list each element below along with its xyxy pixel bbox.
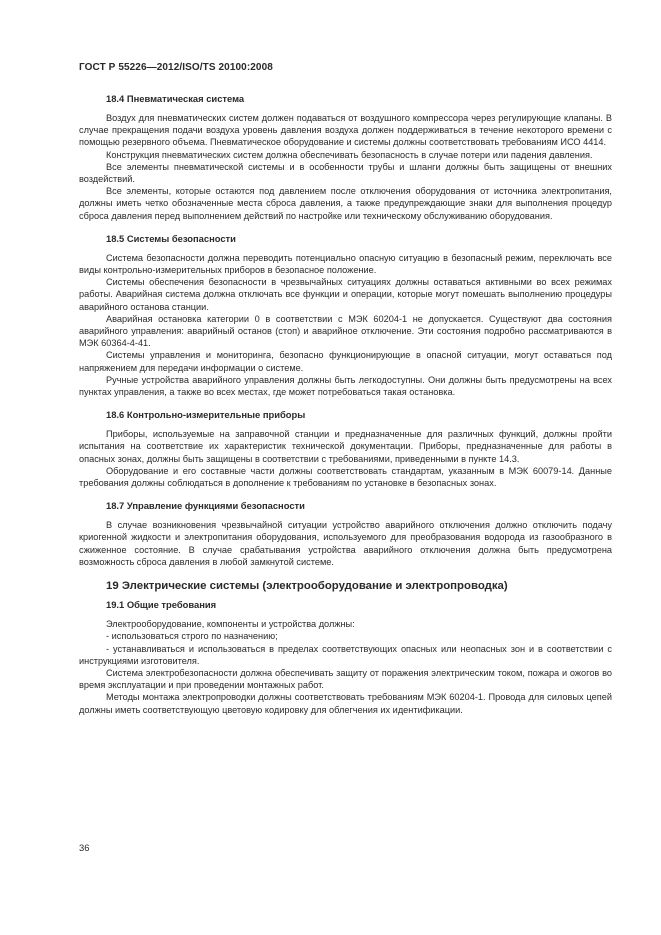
paragraph: Электрооборудование, компоненты и устройства должны: xyxy=(106,619,355,630)
section-heading: 19.1 Общие требования xyxy=(106,599,217,611)
section-18-7 xyxy=(79,500,612,568)
list-item: - устанавливаться и использоваться в пределах соответствующих опасных или неопасных зон и в соответствии с инструкциями изготовителя. xyxy=(79,643,612,666)
paragraph: Конструкция пневматических систем должна обеспечивать безопасность в случае потери или падения давления. xyxy=(106,149,593,160)
paragraph: Все элементы, которые остаются под давлением после отключения оборудования от источника электропитания, должны иметь четко обозначенные места сброса давления, а также предупреждающие знаки для выполнения процедур сброса давления перед выполнением действий по настройке или техническому обслуживанию оборудования. xyxy=(79,186,612,221)
section-18-4 xyxy=(79,93,612,222)
paragraph: Воздух для пневматических систем должен подаваться от воздушного компрессора через регулирующие клапаны. В случае прекращения подачи воздуха уровень давления воздуха должен поддерживаться в течение некоторого времени с помощью резервного объема. Пневматическое оборудование и системы должны соответствовать требованиям ИСО 4414. xyxy=(79,113,612,148)
paragraph: Приборы, используемые на заправочной станции и предназначенные для различных функций, должны пройти испытания на соответствие их характеристик технической документации. Приборы, предназначенные для работы в опасных зонах, должны быть защищены в соответствии с требованиями, приведенными в пункте 14.3. xyxy=(79,429,612,464)
section-heading: 18.5 Системы безопасности xyxy=(106,232,236,244)
paragraph: Аварийная остановка категории 0 в соответствии с МЭК 60204-1 не допускается. Существуют два состояния аварийного управления: аварийный останов (стоп) и аварийное отключение. Эти состояния подробно рассматриваются в МЭК 60364-4-41. xyxy=(79,313,612,349)
paragraph: Все элементы пневматической системы и в особенности трубы и шланги должны быть защищены от внешних воздействий. xyxy=(79,161,612,185)
paragraph: Система электробезопасности должна обеспечивать защиту от поражения электрическим током, пожара и ожогов во время эксплуатации и при проведении монтажных работ. xyxy=(79,667,612,691)
section-heading: 18.7 Управление функциями безопасности xyxy=(106,500,305,512)
paragraph: Системы обеспечения безопасности в чрезвычайных ситуациях должны оставаться активными во всех режимах работы. Аварийная система должна отключать все функции и операции, которые могут помешать выполнению процедуры аварийного останова станции. xyxy=(79,277,612,312)
paragraph: Системы управления и мониторинга, безопасно функционирующие в опасной ситуации, могут оставаться под напряжением для передачи информации о системе. xyxy=(79,350,612,373)
document-body xyxy=(79,93,612,727)
chapter-19 xyxy=(79,579,612,716)
paragraph: Методы монтажа электропроводки должны соответствовать требованиям МЭК 60204-1. Провода для силовых цепей должны иметь соответствующую цветовую кодировку для облегчения их идентификации. xyxy=(79,692,612,715)
section-18-5 xyxy=(79,233,612,398)
paragraph: Система безопасности должна переводить потенциально опасную ситуацию в безопасный режим, переключать все виды контрольно-измерительных приборов в безопасное положение. xyxy=(79,252,612,276)
paragraph: Ручные устройства аварийного управления должны быть легкодоступны. Они должны быть предусмотрены на всех пунктах управления, а также во всех местах, где может потребоваться такая остановка. xyxy=(79,374,612,398)
page-number: 36 xyxy=(79,842,90,853)
paragraph: В случае возникновения чрезвычайной ситуации устройство аварийного отключения должно отключить подачу криогенной жидкости и электропитания оборудования, используемого для преобразования водорода из газообразного в сжиженное состояние. В случае срабатывания устройства аварийного отключения должна быть предусмотрена возможность сброса давления в любой замкнутой системе. xyxy=(79,520,612,567)
list-item: - использоваться строго по назначению; xyxy=(106,631,278,642)
section-heading: 18.6 Контрольно-измерительные приборы xyxy=(106,409,306,421)
section-heading: 18.4 Пневматическая система xyxy=(106,93,245,104)
paragraph: Оборудование и его составные части должны соответствовать стандартам, указанным в МЭК 60079-14. Данные требования должны соблюдаться в дополнение к требованиям по установке в безопасных зонах. xyxy=(79,465,612,489)
section-18-6 xyxy=(79,409,612,489)
chapter-heading: 19 Электрические системы (электрооборудование и электропроводка) xyxy=(106,580,508,593)
document-header: ГОСТ Р 55226—2012/ISO/TS 20100:2008 xyxy=(79,62,273,73)
